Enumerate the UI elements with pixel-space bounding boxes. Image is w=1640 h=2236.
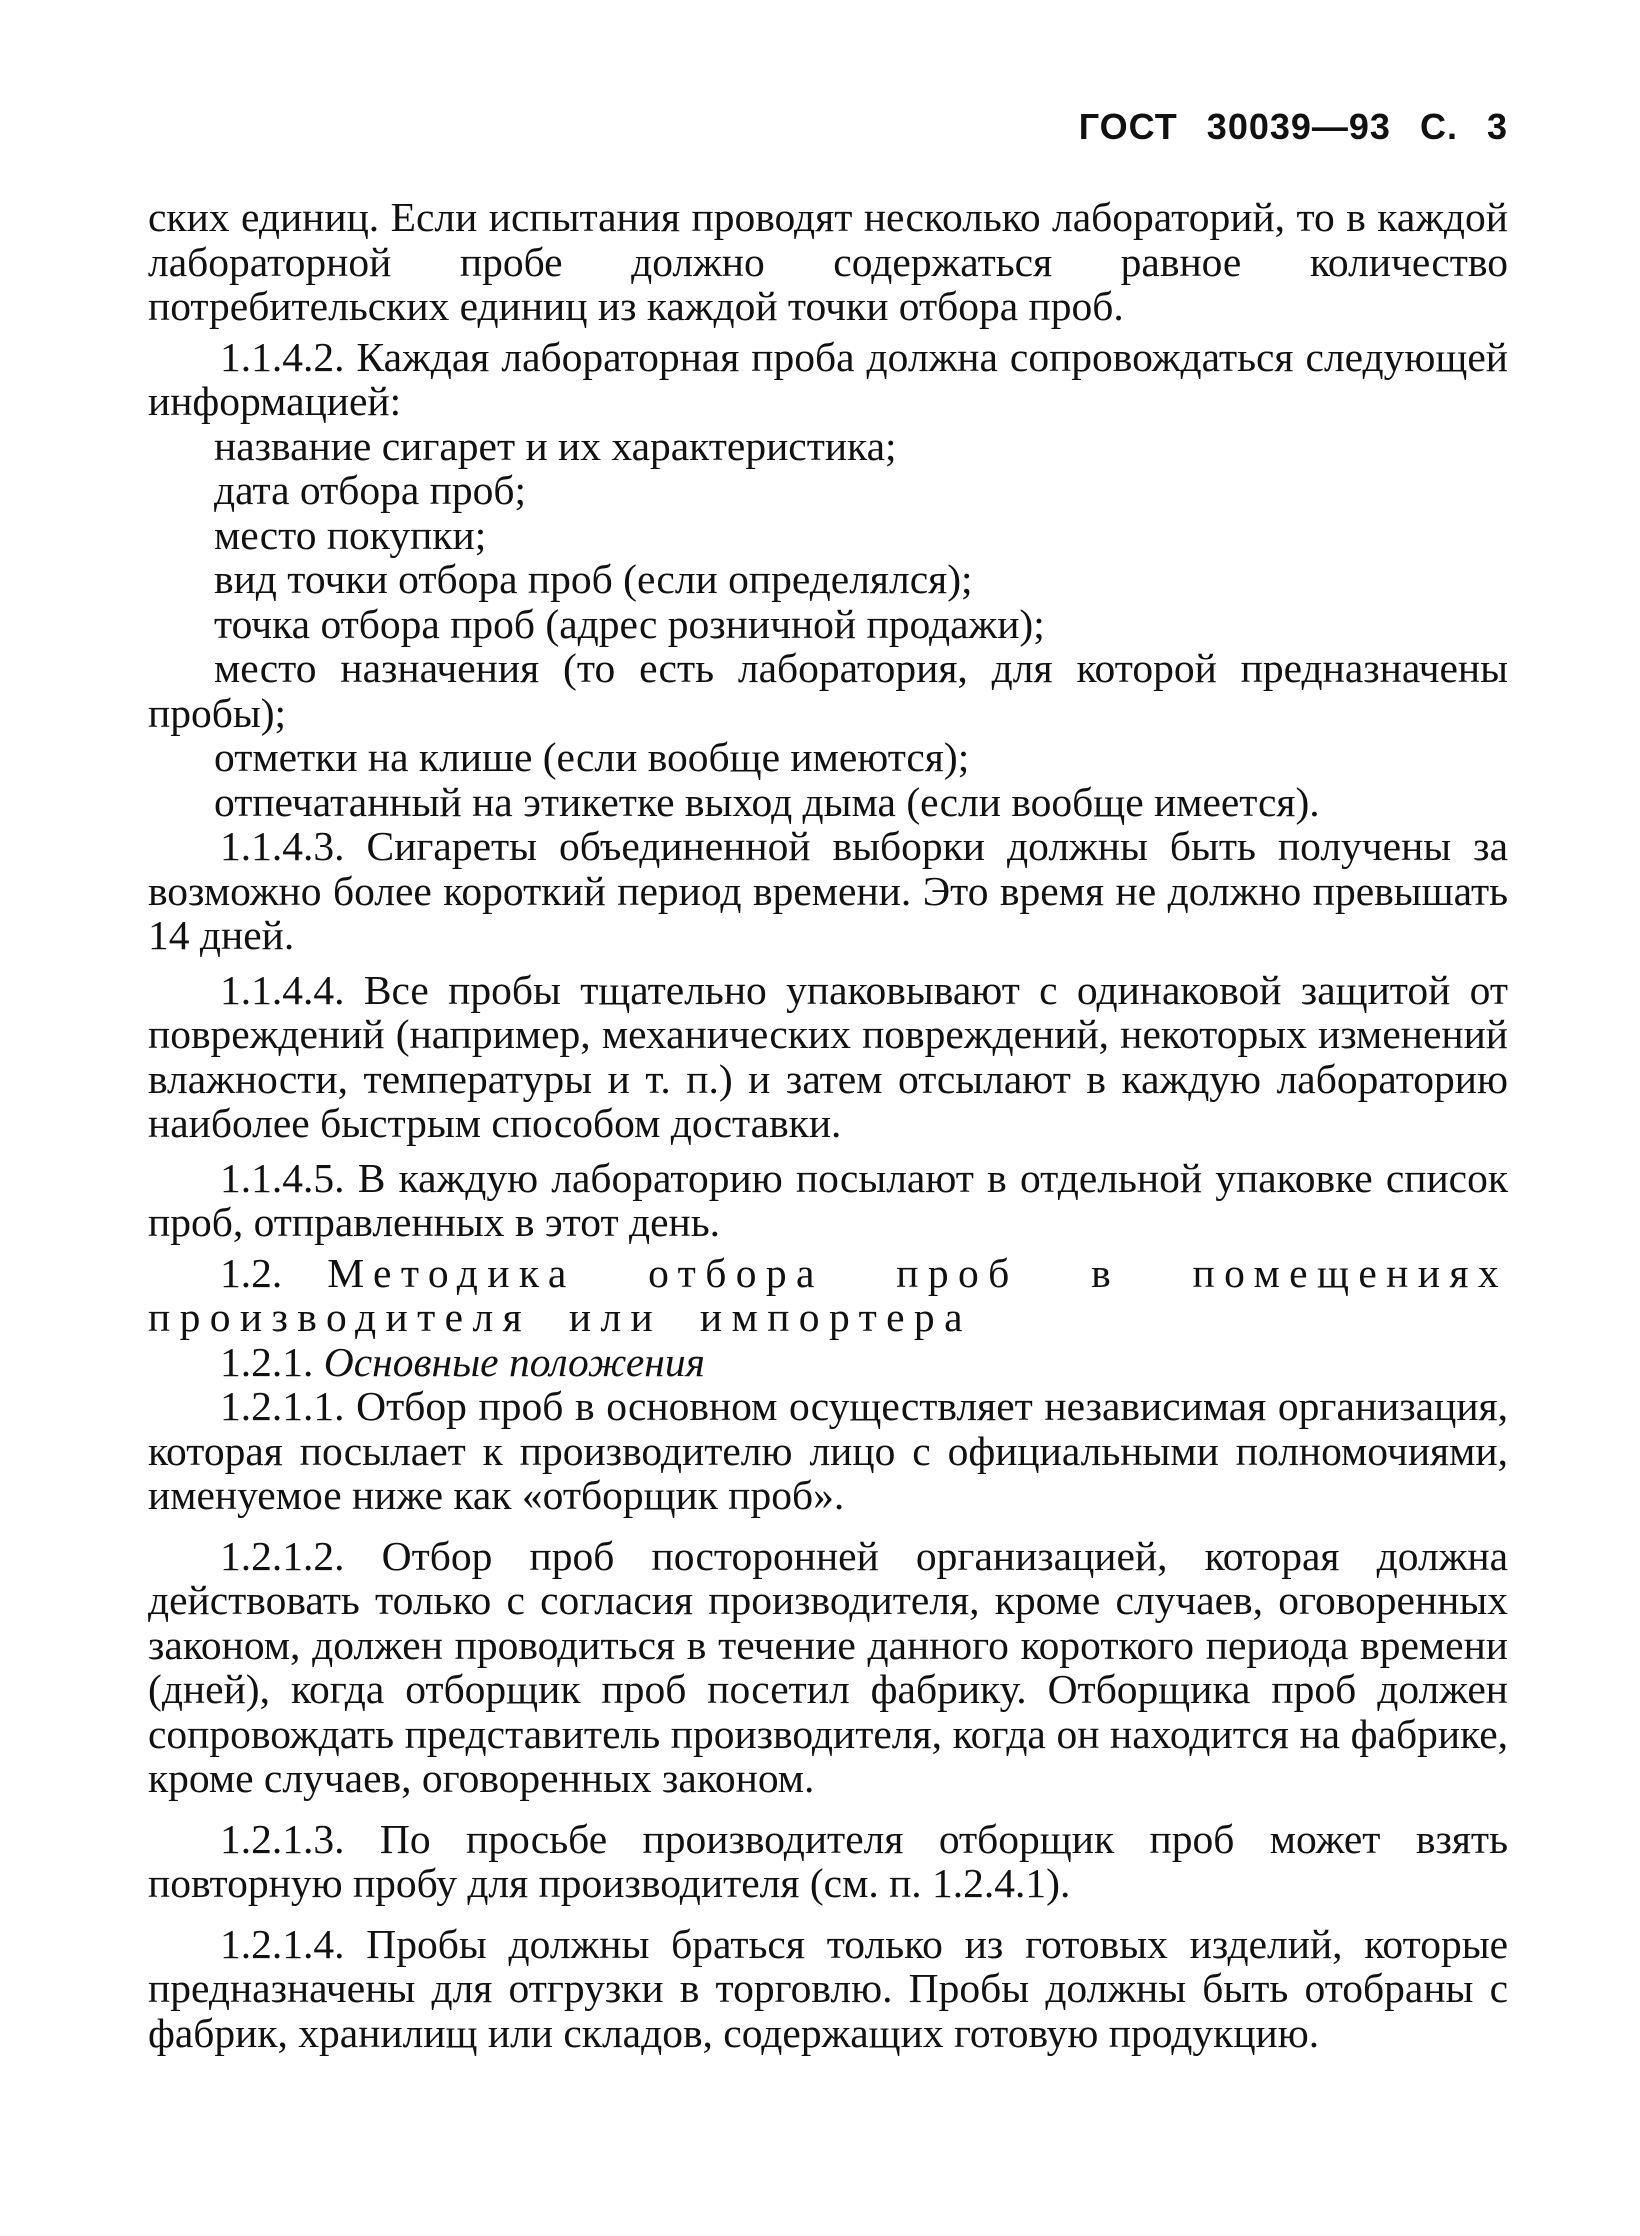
clause-number: 1.1.4.3. xyxy=(220,823,345,869)
standard-number: 30039—93 xyxy=(1206,106,1391,147)
list-item: точка отбора проб (адрес розничной продажи); xyxy=(214,600,1045,647)
paragraph-1-2-1-3 xyxy=(148,1817,1508,1906)
clause-text: Пробы должны браться только из готовых изделий, которые предназначены для отгрузки в торговлю. Пробы должны быть отобраны с фабрик, хранилищ или складов, содержащих готовую продукцию. xyxy=(148,1920,1508,2056)
document-page xyxy=(148,0,1508,2236)
paragraph-continuation: ских единиц. Если испытания проводят несколько лабораторий, то в каждой лабораторной пробе должно содержаться равное количество потребительских единиц из каждой точки отбора проб. xyxy=(148,194,1508,329)
paragraph-1-2-1-2 xyxy=(148,1534,1508,1801)
paragraph-1-1-4-4 xyxy=(148,968,1508,1146)
paragraph-1-1-4-2 xyxy=(148,335,1508,424)
paragraph-1-2-1-1 xyxy=(148,1384,1508,1518)
list-item: дата отбора проб; xyxy=(214,467,526,513)
paragraph-1-1-4-3 xyxy=(148,824,1508,958)
clause-text: Отбор проб в основном осуществляет независимая организация, которая посылает к производителю лицо с официальными полномочиями, именуемое ниже как «отборщик проб». xyxy=(148,1383,1508,1518)
clause-number: 1.1.4.4. xyxy=(220,966,345,1013)
clause-number: 1.2.1.1. xyxy=(220,1383,345,1429)
paragraph-1-1-4-5 xyxy=(148,1156,1508,1245)
clause-text: По просьбе производителя отборщик проб может взять повторную пробу для производителя (см. п. 1.2.4.1). xyxy=(148,1815,1508,1906)
standard-label: ГОСТ xyxy=(1078,106,1178,147)
page-number: С. 3 xyxy=(1419,106,1508,147)
list-item: отметки на клише (если вообще имеются); xyxy=(214,734,970,780)
subsection-title: Основные положения xyxy=(323,1338,705,1385)
section-title: Методика отбора проб в помещениях производителя или импортера xyxy=(148,1249,1508,1340)
subsection-number: 1.2.1. xyxy=(220,1338,314,1385)
clause-number: 1.2.1.2. xyxy=(220,1532,345,1579)
page-header xyxy=(1079,106,1508,148)
list-item: место назначения (то есть лаборатория, для которой предназначены пробы); xyxy=(148,645,1508,736)
subsection-heading-1-2-1 xyxy=(148,1340,1508,1385)
clause-number: 1.2.1.4. xyxy=(220,1920,345,1967)
document-body xyxy=(148,195,1508,2055)
list-item: вид точки отбора проб (если определялся); xyxy=(214,556,973,602)
clause-number: 1.1.4.2. xyxy=(220,333,345,380)
clause-text: Все пробы тщательно упаковывают с одинаковой защитой от повреждений (например, механических повреждений, некоторых изменений влажности, температуры и т. п.) и затем отсылают в каждую лабораторию наиболее быстрым способом доставки. xyxy=(148,966,1508,1146)
clause-text: Каждая лабораторная проба должна сопровождаться следующей информацией: xyxy=(148,333,1508,424)
clause-text: В каждую лабораторию посылают в отдельной упаковке список проб, отправленных в этот день. xyxy=(148,1154,1508,1245)
clause-number: 1.2.1.3. xyxy=(220,1815,345,1862)
list-item: отпечатанный на этикетке выход дыма (если вообще имеется). xyxy=(214,778,1320,825)
section-number: 1.2. xyxy=(220,1249,283,1296)
list-item: место покупки; xyxy=(214,511,487,558)
list-item: название сигарет и их характеристика; xyxy=(214,422,897,469)
clause-text: Сигареты объединенной выборки должны быть получены за возможно более короткий период времени. Это время не должно превышать 14 дней. xyxy=(148,823,1508,958)
clause-number: 1.1.4.5. xyxy=(220,1154,345,1201)
section-heading-1-2 xyxy=(148,1251,1508,1340)
clause-text: Отбор проб посторонней организацией, которая должна действовать только с согласия производителя, кроме случаев, оговоренных законом, должен проводиться в течение данного короткого периода времени (дней), когда отборщик проб посетил фабрику. Отборщика проб должен сопровождать представитель производителя, когда он находится на фабрике, кроме случаев, оговоренных законом. xyxy=(148,1532,1508,1801)
paragraph-1-2-1-4 xyxy=(148,1922,1508,2056)
